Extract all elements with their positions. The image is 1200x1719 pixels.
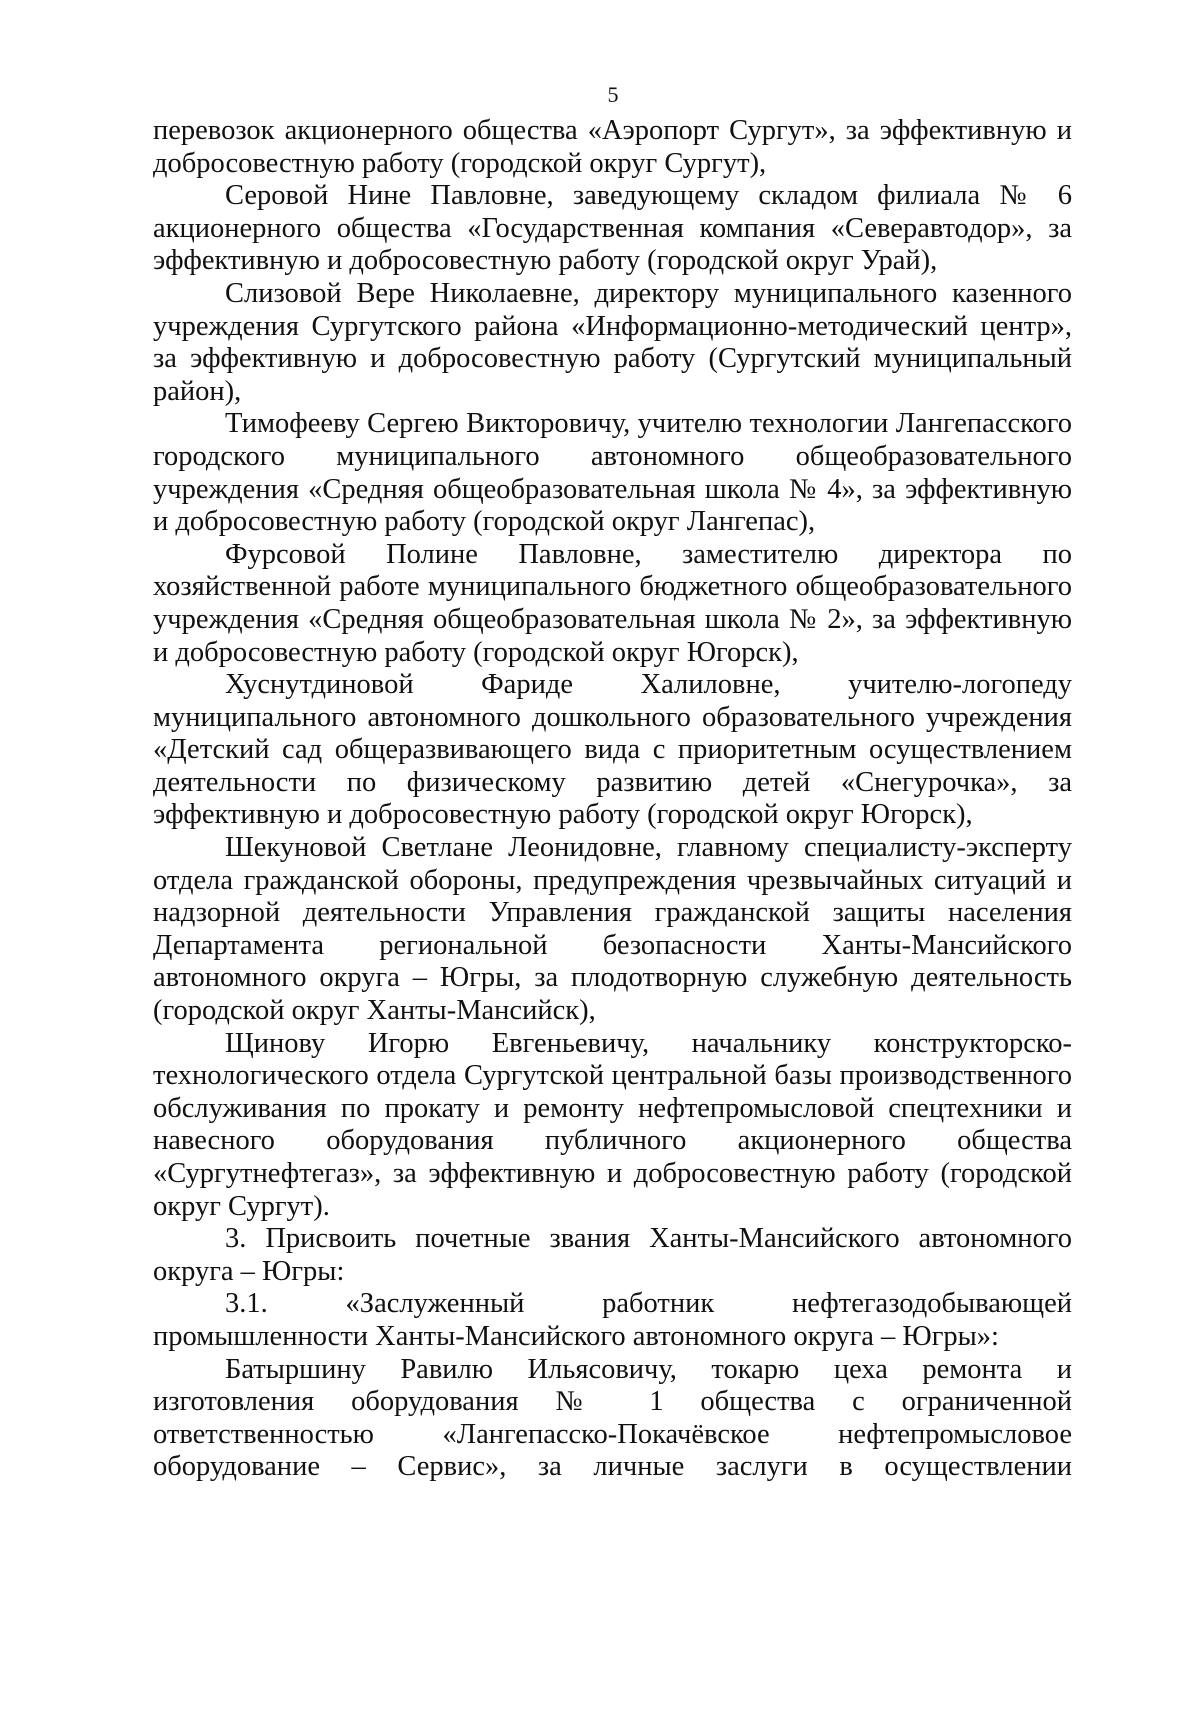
paragraph-section-3-1-title: 3.1. «Заслуженный работник нефтегазодобывающей промышленности Ханты-Мансийского автономного округа – Югры»: (153, 1288, 1072, 1352)
paragraph-shekunova: Шекуновой Светлане Леонидовне, главному специалисту-эксперту отдела гражданской обороны, предупреждения чрезвычайных ситуаций и надзорной деятельности Управления гражданской защиты населения Департамента региональной безопасности Ханты-Мансийского автономного округа – Югры, за плодотворную служебную деятельность (городской округ Ханты-Мансийск), (153, 832, 1072, 1027)
paragraph-fursova: Фурсовой Полине Павловне, заместителю директора по хозяйственной работе муниципального бюджетного общеобразовательного учреждения «Средняя общеобразовательная школа № 2», за эффективную и добросовестную работу (городской округ Югорск), (153, 538, 1072, 668)
page-number: 5 (607, 82, 619, 107)
paragraph-serova: Серовой Нине Павловне, заведующему складом филиала № 6 акционерного общества «Государственная компания «Северавтодор», за эффективную и добросовестную работу (городской округ Урай), (153, 180, 1072, 277)
paragraph-slizova: Слизовой Вере Николаевне, директору муниципального казенного учреждения Сургутского района «Информационно-методический центр», за эффективную и добросовестную работу (Сургутский муниципальный район), (153, 277, 1072, 407)
paragraph-khusnutdinova: Хуснутдиновой Фариде Халиловне, учителю-логопеду муниципального автономного дошкольного образовательного учреждения «Детский сад общеразвивающего вида с приоритетным осуществлением деятельности по физическому развитию детей «Снегурочка», за эффективную и добросовестную работу (городской округ Югорск), (153, 669, 1072, 831)
paragraph-continuation-airport-surgut: перевозок акционерного общества «Аэропорт Сургут», за эффективную и добросовестную работу (городской округ Сургут), (153, 115, 1072, 179)
paragraph-shchinov: Щинову Игорю Евгеньевичу, начальнику конструкторско-технологического отдела Сургутской центральной базы производственного обслуживания по прокату и ремонту нефтепромысловой спецтехники и навесного оборудования публичного акционерного общества «Сургутнефтегаз», за эффективную и добросовестную работу (городской округ Сургут). (153, 1027, 1072, 1222)
paragraph-timofeev: Тимофееву Сергею Викторовичу, учителю технологии Лангепасского городского муниципального автономного общеобразовательного учреждения «Средняя общеобразовательная школа № 4», за эффективную и добросовестную работу (городской округ Лангепас), (153, 408, 1072, 538)
document-body (153, 115, 1072, 1484)
paragraph-section-3-heading: 3. Присвоить почетные звания Ханты-Мансийского автономного округа – Югры: (153, 1223, 1072, 1287)
paragraph-batyrshin: Батыршину Равилю Ильясовичу, токарю цеха ремонта и изготовления оборудования № 1 общества с ограниченной ответственностью «Лангепасско-Покачёвское нефтепромысловое оборудование – Сервис», за личные заслуги в осуществлении (153, 1353, 1072, 1483)
